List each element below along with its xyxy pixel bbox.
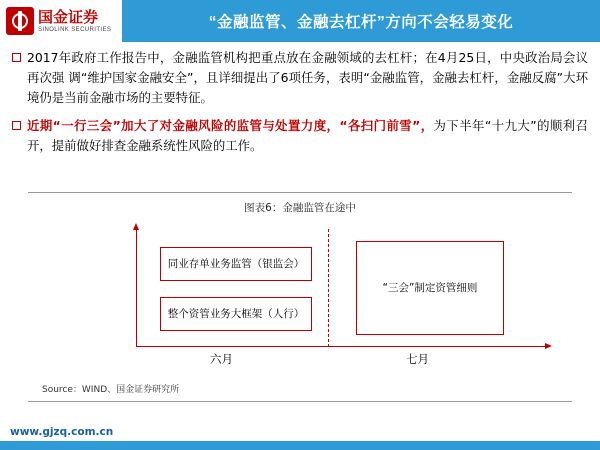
figure-source: Source：WIND、国金证券研究所 [42, 385, 180, 395]
vertical-axis-arrow [136, 229, 137, 347]
figure-title: 图表6：金融监管在途中 [244, 202, 356, 214]
logo-chinese-name: 国金证券 [38, 8, 99, 26]
figure-diagram [28, 219, 572, 379]
box-three-commissions: “三会”制定资管细则 [356, 241, 504, 335]
bullet-text-1: 2017年政府工作报告中，金融监管机构把重点放在金融领域的去杠杆；在4月25日，中央政治局会议再次强 调“维护国家金融安全”，且详细提出了6项任务，表明“金融监管，金融去杠杆，金融反腐”大环境仍是当前金融市场的主要特征。 [27, 50, 588, 105]
bullet-text-2-highlight: 近期“一行三会”加大了对金融风险的监管与处置力度，“各扫门前雪”， [27, 118, 434, 133]
bullet-item-1 [12, 48, 588, 108]
month-divider-dashed-line [328, 229, 329, 347]
sinolink-logo-icon [6, 7, 34, 35]
bullet-list [12, 48, 588, 164]
slide-footer [0, 420, 600, 450]
square-bullet-icon [12, 121, 21, 130]
axis-label-june: 六月 [210, 352, 233, 366]
header-title-bar [122, 0, 600, 42]
logo-english-name: SINOLINK SECURITIES [38, 26, 112, 33]
slide-header [0, 0, 600, 42]
company-logo [0, 0, 122, 42]
page-title: “金融监管、金融去杠杆”方向不会轻易变化 [208, 14, 514, 31]
bullet-item-2 [12, 116, 588, 156]
footer-website-link[interactable]: www.gjzq.com.cn [10, 426, 114, 438]
figure-panel [28, 192, 572, 402]
axis-label-july: 七月 [406, 352, 429, 366]
logo-text [38, 9, 111, 34]
square-bullet-icon [12, 53, 21, 62]
horizontal-axis-arrow [136, 346, 546, 347]
footer-color-bar [0, 441, 600, 450]
box-asset-mgmt: 整个资管业务大框架（人行） [160, 297, 312, 331]
bullet-text-2-rest: 为下半年“十九大”的顺利召开，提前做好排查金融系统性风险的工作。 [27, 118, 589, 153]
box-interbank: 同业存单业务监管（银监会） [160, 247, 312, 281]
bullet-text-2 [27, 116, 588, 156]
